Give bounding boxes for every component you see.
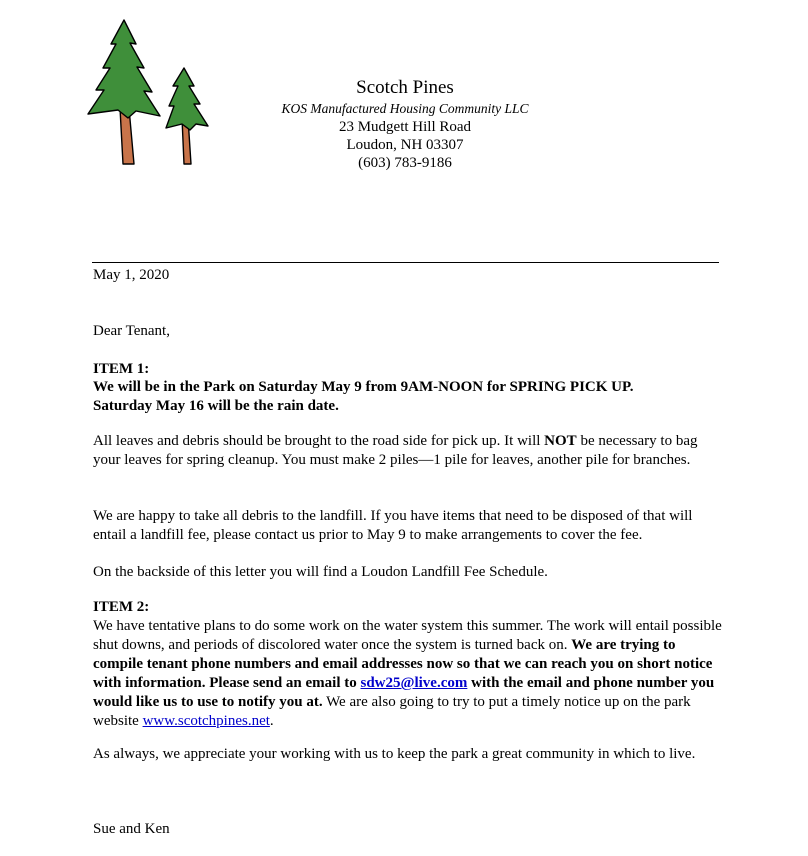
email-link[interactable]: sdw25@live.com	[360, 675, 468, 691]
item1-pickup-date: We will be in the Park on Saturday May 9 from 9AM-NOON for SPRING PICK UP.	[93, 379, 634, 395]
city-state-zip: Loudon, NH 03307	[346, 137, 464, 153]
closing-paragraph: As always, we appreciate your working with us to keep the park a great community in which to live.	[93, 746, 696, 762]
company-name: Scotch Pines	[356, 77, 454, 98]
street-address: 23 Mudgett Hill Road	[338, 119, 472, 135]
item2-heading: ITEM 2:	[93, 599, 150, 615]
item1-paragraph-leaves: All leaves and debris should be brought to the road side for pick up. It will NOT be necessary to bag your leaves for spring cleanup. You must make 2 piles—1 pile for leaves, another pile for branches.	[93, 433, 698, 468]
header-divider	[92, 262, 719, 263]
item1-paragraph-fee-schedule: On the backside of this letter you will find a Loudon Landfill Fee Schedule.	[93, 564, 548, 580]
website-link[interactable]: www.scotchpines.net	[142, 713, 270, 729]
letter-date: May 1, 2020	[93, 267, 170, 283]
item1-rain-date: Saturday May 16 will be the rain date.	[93, 398, 339, 414]
pine-trees-icon	[84, 18, 220, 166]
item2-paragraph: We have tentative plans to do some work on the water system this summer. The work will entail possible shut downs, and periods of discolored water once the system is turned back on. We are trying to compile tenant phone numbers and email addresses now so that we can reach you on short notice with information. Please send an email to sdw25@live.com with the email and phone number you would like us to use to notify you at. We are also going to try to put a timely notice up on the park website www.scotchpines.net.	[93, 618, 722, 729]
greeting: Dear Tenant,	[93, 323, 170, 339]
letterhead	[250, 76, 560, 172]
company-subtitle: KOS Manufactured Housing Community LLC	[281, 101, 529, 116]
item1-heading: ITEM 1:	[93, 361, 150, 377]
signature: Sue and Ken	[93, 821, 170, 837]
phone-number: (603) 783-9186	[358, 155, 452, 171]
item1-paragraph-landfill: We are happy to take all debris to the landfill. If you have items that need to be disposed of that will entail a landfill fee, please contact us prior to May 9 to make arrangements to cover the fee.	[93, 508, 693, 543]
